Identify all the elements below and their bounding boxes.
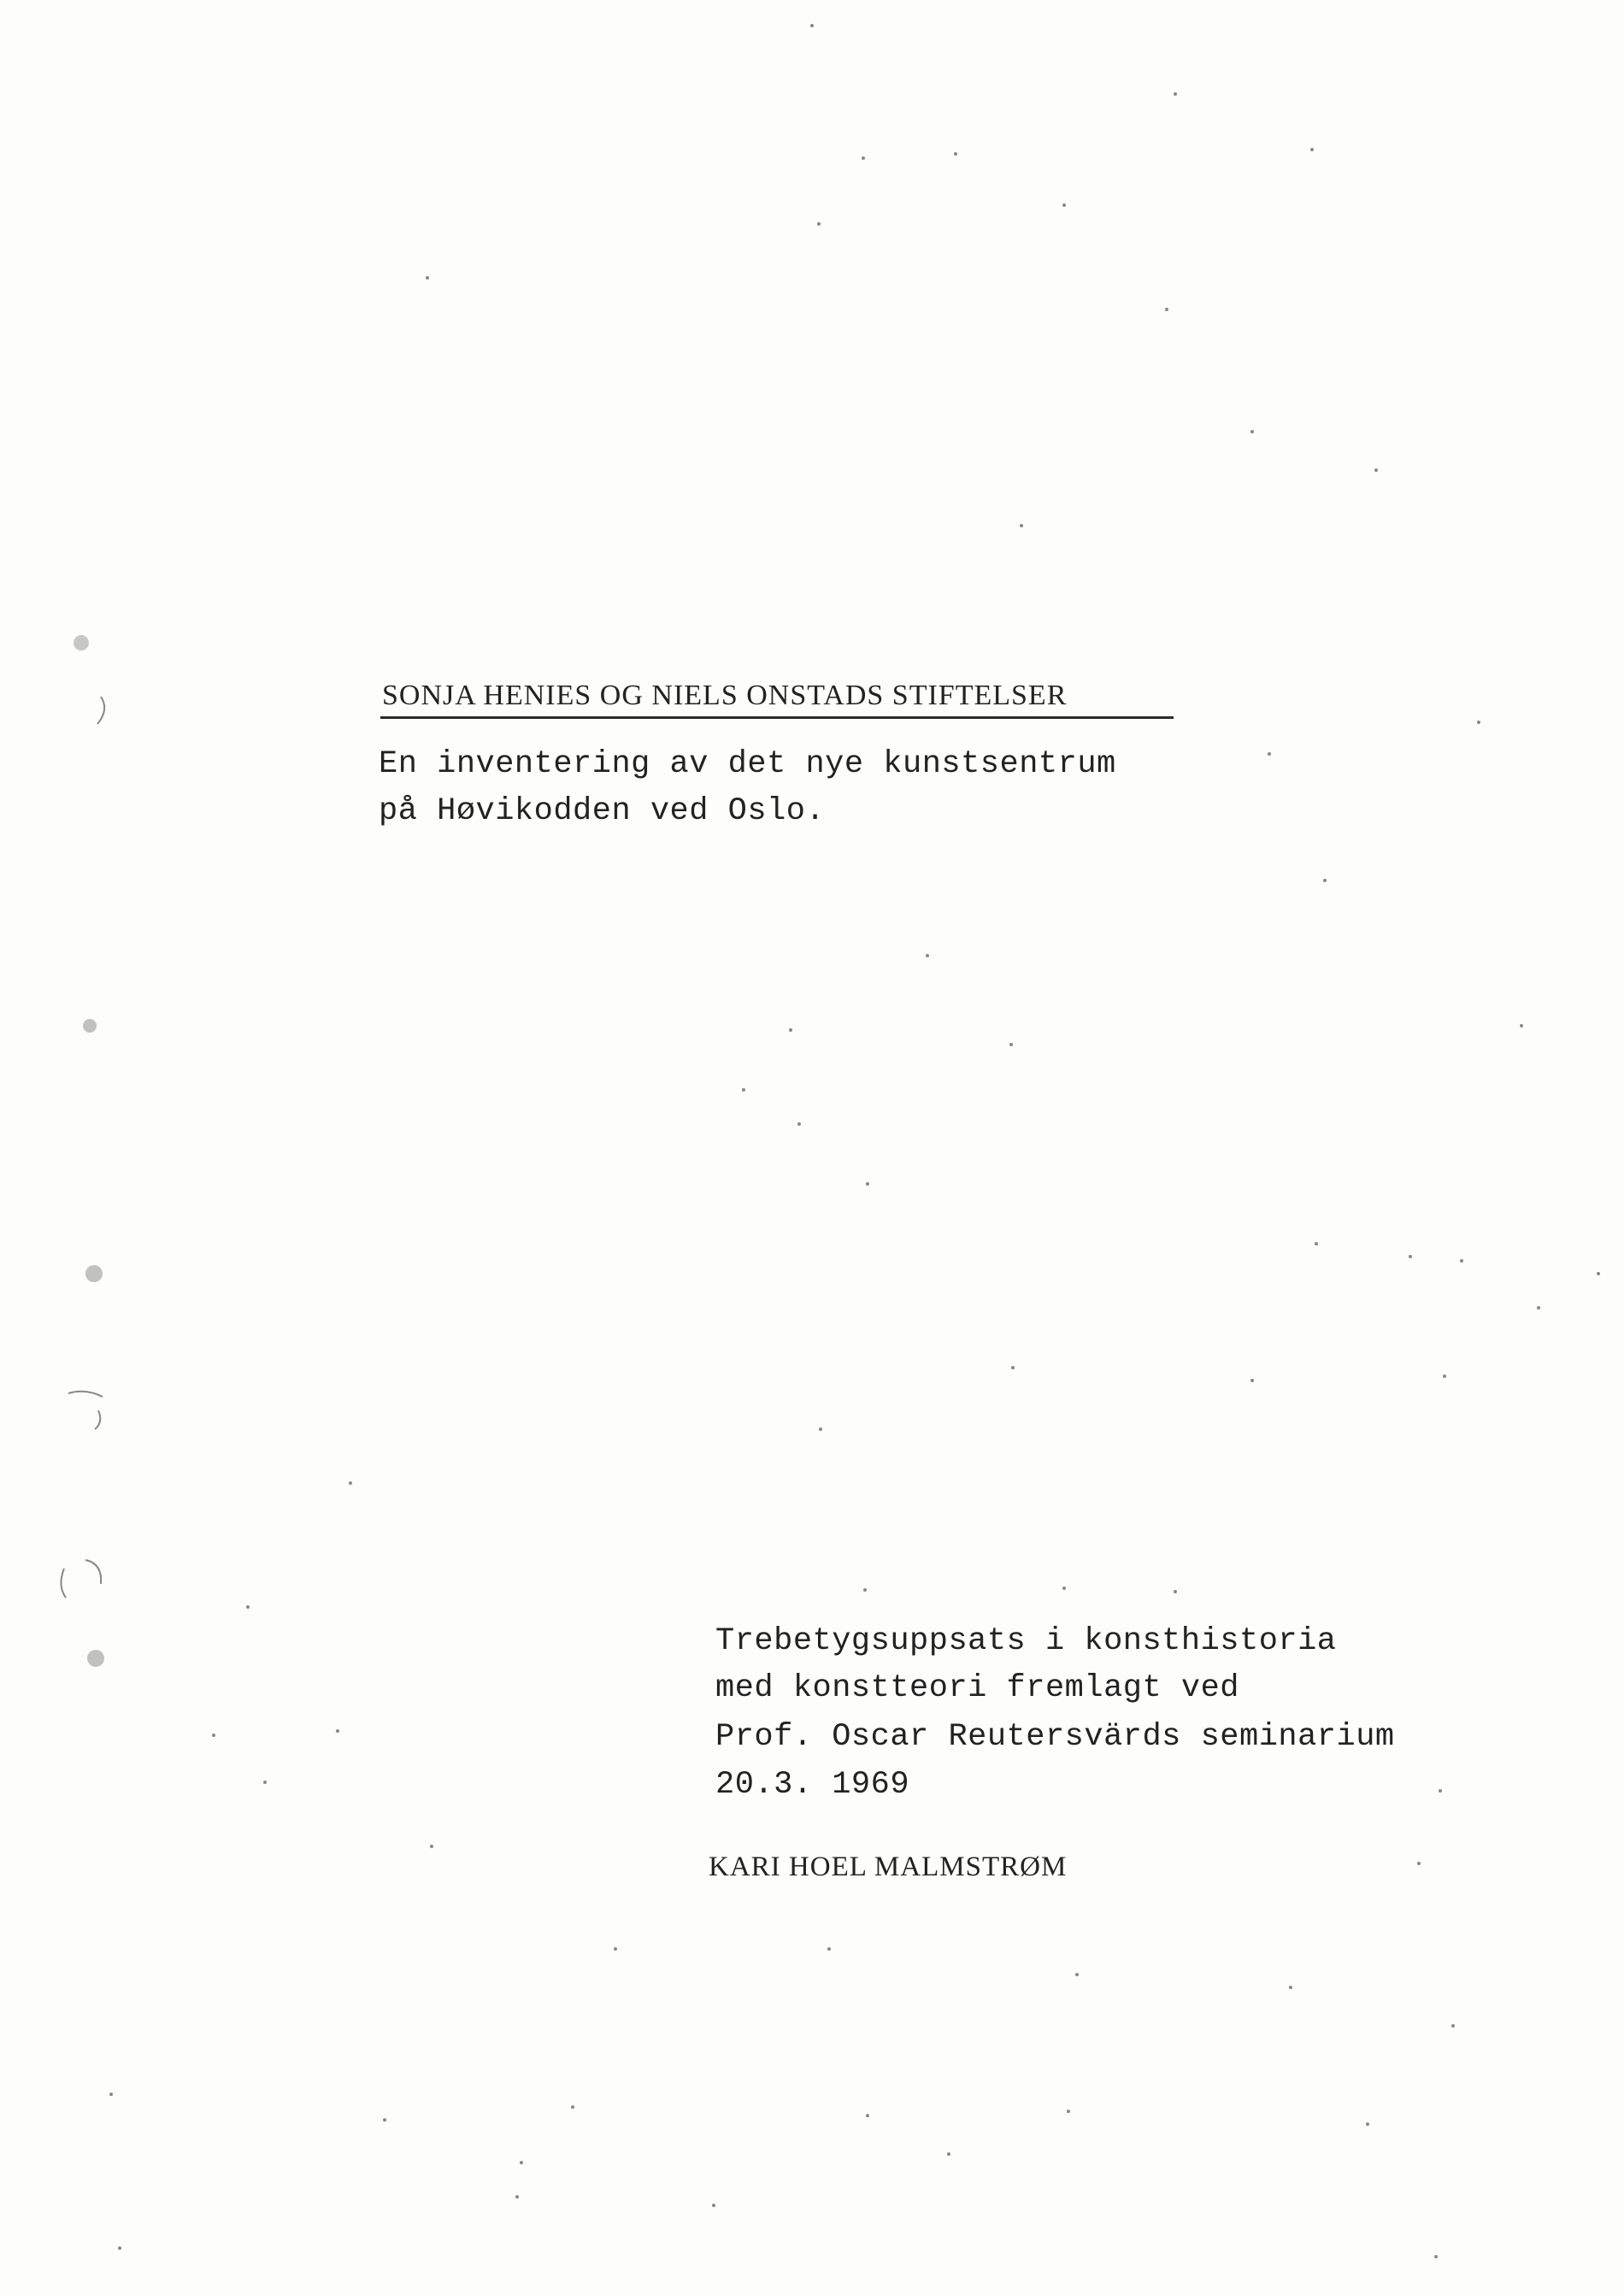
title-underline <box>380 716 1174 719</box>
author-name: KARI HOEL MALMSTRØM <box>709 1852 1068 1882</box>
subtitle-line-1: En inventering av det nye kunstsentrum <box>379 746 1116 782</box>
thesis-line-3: Prof. Oscar Reutersvärds seminarium <box>715 1719 1395 1755</box>
document-title: SONJA HENIES OG NIELS ONSTADS STIFTELSER <box>382 680 1068 711</box>
thesis-line-1: Trebetygsuppsats i konsthistoria <box>715 1623 1337 1659</box>
thesis-date: 20.3. 1969 <box>715 1767 910 1803</box>
subtitle-line-2: på Høvikodden ved Oslo. <box>379 793 826 829</box>
thesis-line-2: med konstteori fremlagt ved <box>715 1670 1239 1706</box>
